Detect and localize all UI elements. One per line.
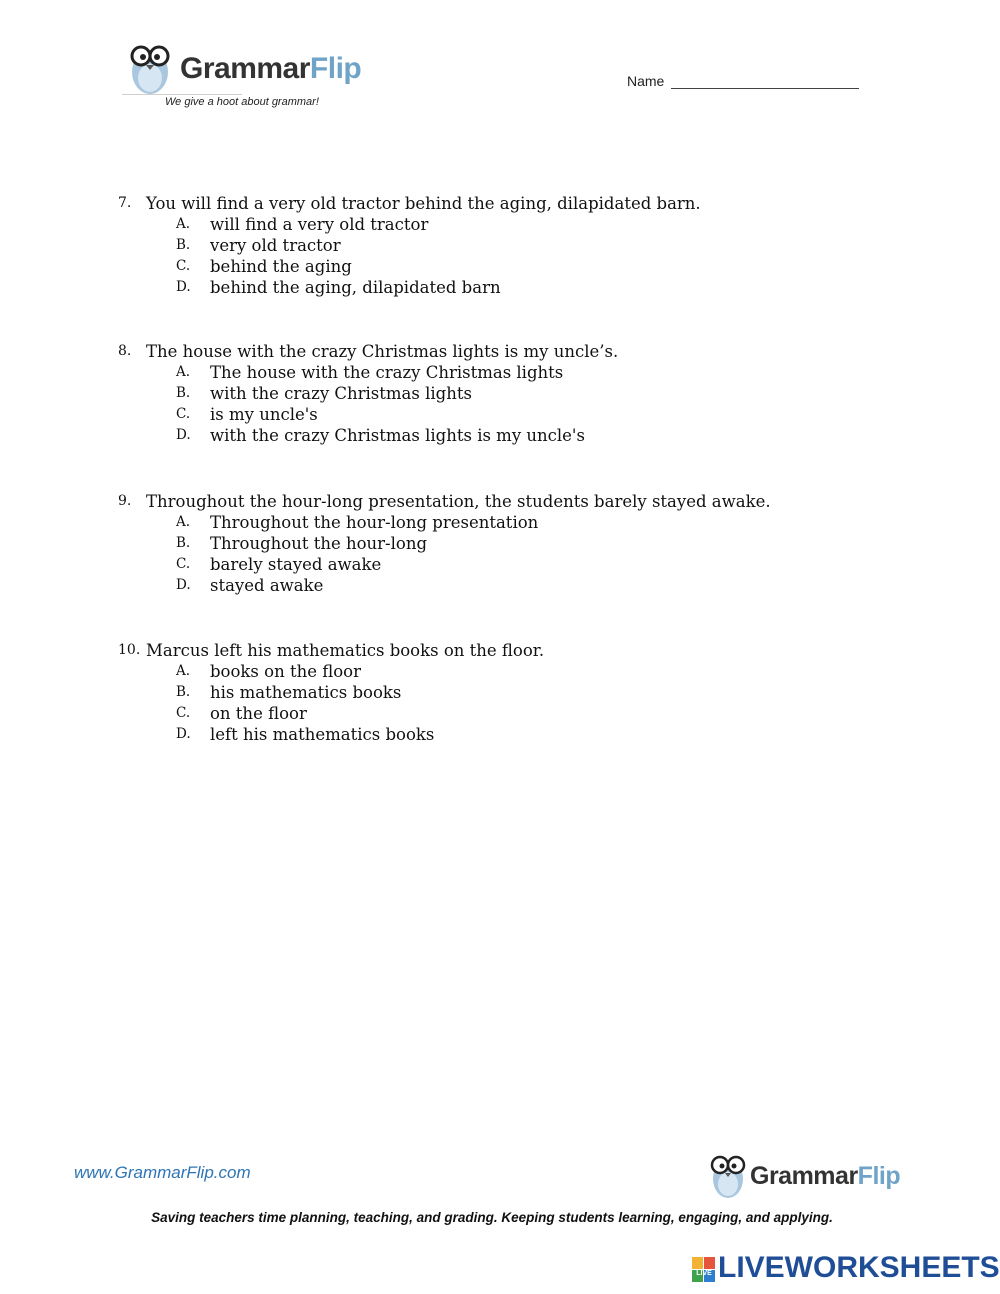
grammarflip-logo-footer	[706, 1148, 916, 1202]
option-text: Throughout the hour-long	[210, 534, 428, 553]
option-letter: B.	[176, 385, 191, 401]
option-text: left his mathematics books	[210, 725, 435, 744]
option-letter: D.	[176, 427, 191, 443]
option-letter: C.	[176, 556, 191, 572]
question-number: 7.	[118, 195, 132, 211]
option-text: behind the aging	[210, 257, 352, 276]
option-text: stayed awake	[210, 576, 324, 595]
option-letter: B.	[176, 237, 191, 253]
option-text: barely stayed awake	[210, 555, 382, 574]
option-text: The house with the crazy Christmas lights	[210, 363, 564, 382]
question-text: The house with the crazy Christmas lights is my uncle’s.	[146, 342, 619, 361]
brand-part1: Grammar	[180, 52, 310, 85]
svg-text:GrammarFlip	[180, 52, 361, 85]
brand-part2: Flip	[309, 52, 362, 85]
option-letter: C.	[176, 705, 191, 721]
option-text: on the floor	[210, 704, 307, 723]
question-text: Marcus left his mathematics books on the floor.	[146, 641, 545, 660]
name-field-line[interactable]	[671, 88, 859, 89]
grammarflip-logo	[124, 36, 384, 100]
brand-part1: Grammar	[750, 1162, 858, 1190]
option-text: will find a very old tractor	[210, 215, 429, 234]
footer-slogan: Saving teachers time planning, teaching, and grading. Keeping students learning, engaging, and applying.	[151, 1210, 833, 1225]
owl-icon	[132, 47, 168, 94]
option-letter: D.	[176, 577, 191, 593]
option-letter: C.	[176, 406, 191, 422]
svg-text:GrammarFlip	[750, 1162, 900, 1190]
liveworksheets-watermark[interactable]: LIVEWORKSHEETS	[718, 1251, 1000, 1284]
option-text: with the crazy Christmas lights is my uncle's	[210, 426, 585, 445]
tagline: We give a hoot about grammar!	[165, 96, 319, 108]
option-letter: A.	[176, 663, 191, 679]
option-letter: D.	[176, 726, 191, 742]
footer-url-link[interactable]: www.GrammarFlip.com	[74, 1163, 251, 1182]
question-text: You will find a very old tractor behind the aging, dilapidated barn.	[146, 194, 701, 213]
option-letter: A.	[176, 216, 191, 232]
owl-icon	[712, 1157, 744, 1198]
option-letter: A.	[176, 514, 191, 530]
option-letter: B.	[176, 684, 191, 700]
option-letter: A.	[176, 364, 191, 380]
option-text: is my uncle's	[210, 405, 318, 424]
tagline-divider	[122, 94, 242, 95]
option-letter: B.	[176, 535, 191, 551]
question-number: 9.	[118, 493, 132, 509]
option-letter: C.	[176, 258, 191, 274]
name-label: Name	[627, 73, 665, 89]
question-number: 10.	[118, 642, 141, 658]
option-text: with the crazy Christmas lights	[210, 384, 472, 403]
option-letter: D.	[176, 279, 191, 295]
option-text: Throughout the hour-long presentation	[210, 513, 539, 532]
brand-part2: Flip	[857, 1162, 901, 1190]
option-text: very old tractor	[210, 236, 341, 255]
question-text: Throughout the hour-long presentation, the students barely stayed awake.	[146, 492, 771, 511]
option-text: behind the aging, dilapidated barn	[210, 278, 501, 297]
question-number: 8.	[118, 343, 132, 359]
liveworksheets-badge-icon	[692, 1257, 716, 1283]
option-text: books on the floor	[210, 662, 361, 681]
badge-text: LIVE	[696, 1270, 712, 1277]
option-text: his mathematics books	[210, 683, 402, 702]
